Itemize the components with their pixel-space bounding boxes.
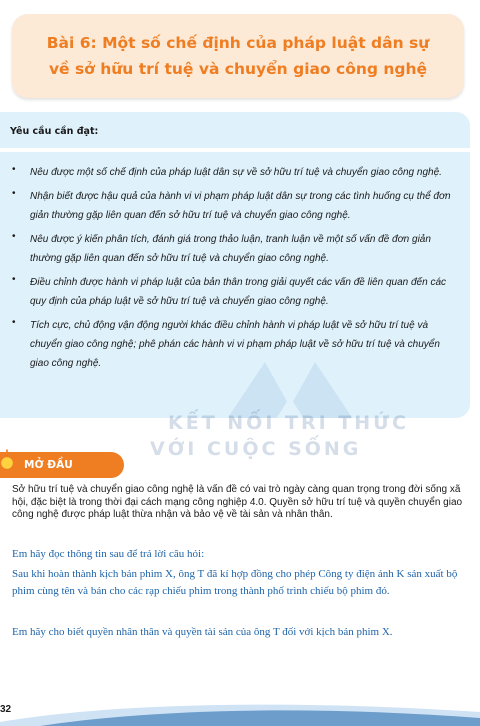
watermark-line-1: KẾT NỐI TRI THỨC: [168, 412, 409, 434]
list-item: [10, 186, 456, 224]
requirement-text: Nêu được một số chế định của pháp luật dân sự về sở hữu trí tuệ và chuyển giao công nghệ.: [30, 167, 442, 178]
question-paragraph: Em hãy cho biết quyền nhân thân và quyền tài sản của ông T đối với kịch bản phim X.: [12, 626, 393, 638]
section-badge: [0, 452, 124, 478]
requirement-text: Điều chỉnh được hành vi pháp luật của bản thân trong giải quyết các vấn đề liên quan đến các quy định của pháp luật về sở hữu trí tuệ và chuyển giao công nghệ.: [30, 277, 447, 307]
requirement-text: Nêu được ý kiến phân tích, đánh giá trong thảo luận, tranh luận về một số vấn đề đơn giản thường gặp liên quan đến sở hữu trí tuệ và chuyển giao công nghệ.: [30, 234, 431, 264]
lesson-title-box: [12, 14, 464, 98]
list-item: [10, 162, 456, 181]
intro-paragraph: Sở hữu trí tuệ và chuyển giao công nghệ là vấn đề có vai trò ngày càng quan trọng trong đời sống xã hội, đặc biệt là trong thời đại cách mạng công nghiệp 4.0. Quyền sở hữu trí tuệ và quyền chuyển giao công nghệ được pháp luật thừa nhận và bảo vệ về tài sản và nhân thân.: [12, 484, 463, 520]
bullet-icon: •: [12, 231, 16, 242]
bullet-icon: •: [12, 164, 16, 175]
lesson-title-line-1: Bài 6: Một số chế định của pháp luật dân sự: [46, 34, 430, 52]
lightbulb-icon: [0, 449, 18, 479]
list-item: [10, 229, 456, 267]
section-label: MỞ ĐẦU: [24, 459, 73, 471]
lesson-title-line-2: về sở hữu trí tuệ và chuyển giao công nghệ: [48, 60, 428, 78]
requirement-text: Tích cực, chủ động vận động người khác điều chỉnh hành vi pháp luật về sở hữu trí tuệ và chuyển giao công nghệ; phê phán các hành vi vi phạm pháp luật về sở hữu trí tuệ và chuyển giao công nghệ.: [30, 320, 440, 369]
list-item: [10, 315, 456, 372]
watermark-line-2: VỚI CUỘC SỐNG: [150, 438, 362, 460]
requirements-divider: [0, 148, 470, 152]
page-number: 32: [0, 704, 12, 715]
story-paragraph: Sau khi hoàn thành kịch bản phim X, ông T đã kí hợp đồng cho phép Công ty điện ảnh K sản xuất bộ phim cùng tên và bán cho các rạp chiếu phim trong thành phố trình chiếu bộ phim đó.: [12, 568, 458, 597]
requirement-text: Nhận biết được hậu quả của hành vi vi phạm pháp luật dân sự trong các tình huống cụ thể đơn giản thường gặp liên quan đến sở hữu trí tuệ và chuyển giao công nghệ.: [30, 191, 451, 221]
requirements-box: [0, 112, 470, 418]
footer-wave-decoration: [0, 694, 480, 726]
bullet-icon: •: [12, 274, 16, 285]
reading-prompt: Em hãy đọc thông tin sau để trả lời câu hỏi:: [12, 548, 205, 560]
bullet-icon: •: [12, 317, 16, 328]
requirements-heading: Yêu cầu cần đạt:: [10, 126, 99, 137]
requirements-list: [10, 162, 456, 377]
bullet-icon: •: [12, 188, 16, 199]
list-item: [10, 272, 456, 310]
